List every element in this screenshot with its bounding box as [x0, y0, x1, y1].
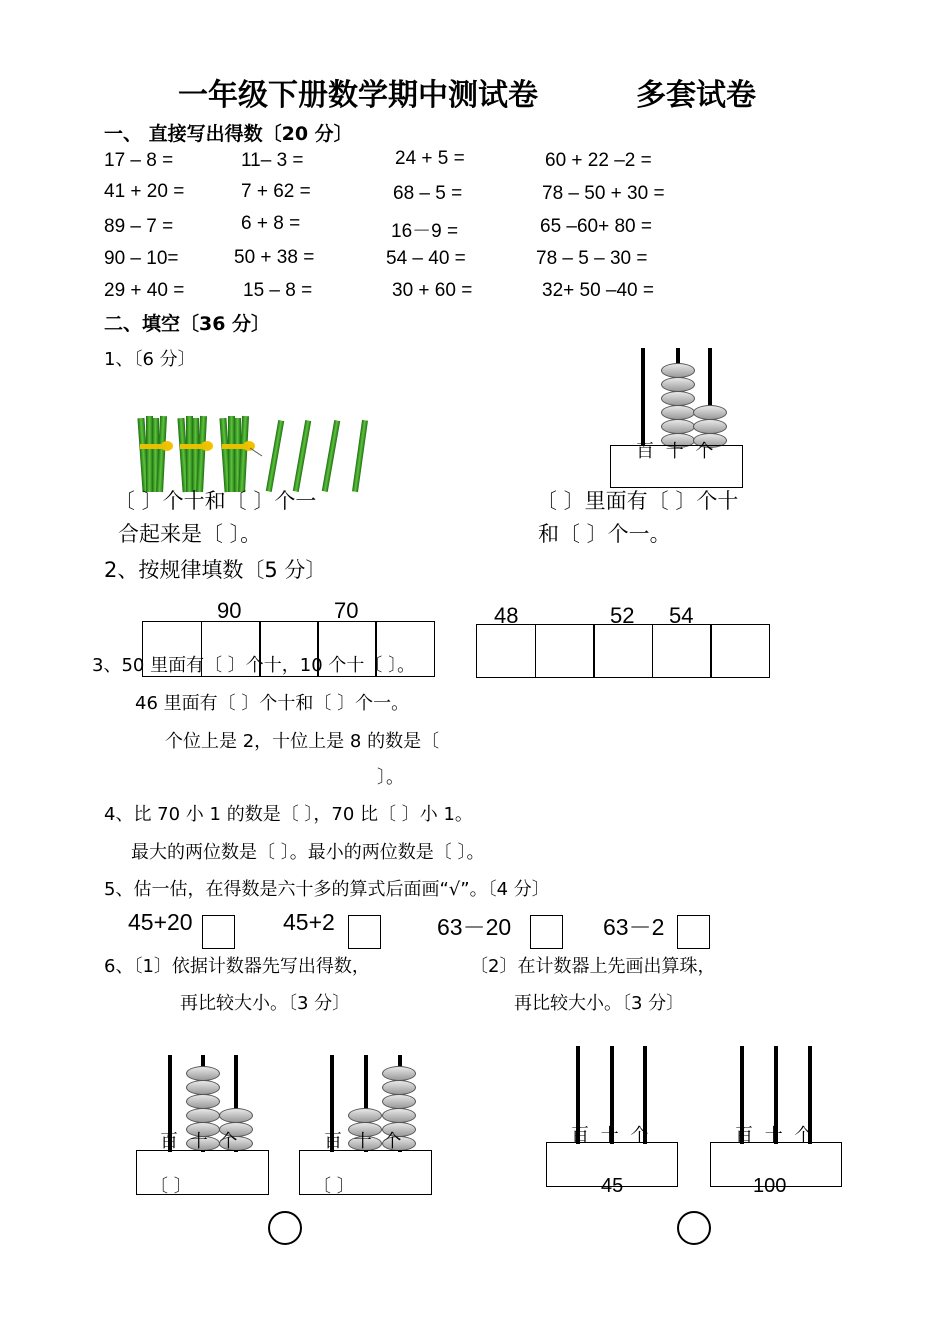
calc-item: 78 – 50 + 30 = — [542, 183, 665, 204]
calc-item: 30 + 60 = — [392, 280, 473, 301]
abacus-place-labels: 百 十 个 — [735, 1125, 816, 1146]
check-box[interactable] — [348, 915, 381, 949]
abacus-bead — [186, 1094, 220, 1109]
abacus-bead — [661, 377, 695, 392]
sequence-cell[interactable] — [476, 624, 536, 678]
sequence-value: 90 — [217, 598, 242, 623]
sequence-cell[interactable] — [593, 624, 653, 678]
sticks-illustration — [134, 410, 374, 496]
single-stick — [266, 420, 284, 492]
calc-item: 16－9 = — [391, 221, 459, 242]
sequence-cell[interactable] — [710, 624, 770, 678]
abacus-target-value: 45 — [601, 1175, 624, 1197]
answer-paren[interactable]: 〔 〕 — [150, 1176, 192, 1197]
abacus-place-labels: 百 十 个 — [571, 1125, 652, 1146]
check-box[interactable] — [677, 915, 710, 949]
calc-item: 32+ 50 –40 = — [542, 280, 654, 301]
abacus-bead — [348, 1108, 382, 1123]
abacus-bead — [661, 363, 695, 378]
q3-line3: 个位上是 2，十位上是 8 的数是〔 — [165, 731, 440, 752]
single-stick — [293, 420, 311, 492]
calc-item: 11– 3 = — [241, 150, 304, 171]
abacus-bead — [661, 391, 695, 406]
calc-item: 15 – 8 = — [243, 280, 313, 301]
abacus-place-labels: 百 十 个 — [324, 1131, 405, 1152]
q1-right-line1: 〔 〕里面有〔 〕个十 — [536, 489, 739, 513]
q6-part1-line2: 再比较大小。〔3 分〕 — [180, 993, 351, 1014]
calc-item: 78 – 5 – 30 = — [536, 248, 648, 269]
compare-circle[interactable] — [268, 1211, 302, 1245]
sequence-cell[interactable] — [652, 624, 712, 678]
check-box[interactable] — [530, 915, 563, 949]
q3-line1: 3、50 里面有〔 〕个十，10 个十〔 〕。 — [92, 655, 416, 676]
q3-line4: 〕。 — [377, 767, 404, 788]
stick-bundle — [219, 416, 262, 492]
stick-bundle — [137, 416, 173, 492]
q1-label: 1、〔6 分〕 — [104, 349, 196, 370]
abacus-bead — [382, 1066, 416, 1081]
abacus-place-labels: 百 十 个 — [636, 441, 717, 462]
q6-part2-line2: 再比较大小。〔3 分〕 — [514, 993, 685, 1014]
abacus-bead — [661, 405, 695, 420]
abacus-bead — [186, 1080, 220, 1095]
q1-left-line1: 〔 〕个十和〔 〕个一 — [114, 489, 317, 513]
q4-line2: 最大的两位数是〔 〕。最小的两位数是〔 〕。 — [131, 842, 485, 863]
calc-item: 50 + 38 = — [234, 247, 315, 268]
single-stick — [322, 420, 340, 492]
abacus-bead — [382, 1108, 416, 1123]
sequence-value: 54 — [669, 603, 694, 628]
abacus-bead — [661, 419, 695, 434]
abacus-bead — [219, 1108, 253, 1123]
sequence-value: 52 — [610, 603, 635, 628]
calc-item: 41 + 20 = — [104, 181, 185, 202]
estimate-expression: 45+2 — [283, 909, 335, 935]
calc-item: 7 + 62 = — [241, 181, 311, 202]
calc-item: 29 + 40 = — [104, 280, 185, 301]
q6-part2-line1: 〔2〕在计数器上先画出算珠， — [470, 956, 716, 977]
abacus-bead — [693, 405, 727, 420]
q2-label: 2、按规律填数〔5 分〕 — [104, 558, 327, 582]
abacus-bead — [382, 1094, 416, 1109]
page-title: 一年级下册数学期中测试卷 — [178, 78, 538, 113]
section2-heading: 二、填空〔36 分〕 — [104, 313, 271, 335]
estimate-expression: 45+20 — [128, 909, 193, 935]
answer-paren[interactable]: 〔 〕 — [313, 1176, 355, 1197]
single-stick — [352, 420, 368, 492]
sequence-value: 70 — [334, 598, 359, 623]
section1-heading: 一、 直接写出得数〔20 分〕 — [104, 123, 353, 145]
calc-item: 89 – 7 = — [104, 216, 174, 237]
calc-item: 90 – 10= — [104, 248, 179, 269]
check-box[interactable] — [202, 915, 235, 949]
abacus-bead — [693, 419, 727, 434]
q3-line2: 46 里面有〔 〕个十和〔 〕个一。 — [135, 693, 410, 714]
q4-line1: 4、比 70 小 1 的数是〔 〕，70 比〔 〕小 1。 — [104, 804, 473, 825]
estimate-expression: 63－20 — [437, 914, 512, 940]
calc-item: 17 – 8 = — [104, 150, 174, 171]
estimate-expression: 63－2 — [603, 914, 665, 940]
abacus-target-value: 100 — [753, 1175, 787, 1197]
q5-line: 5、估一估，在得数是六十多的算式后面画“√”。〔4 分〕 — [104, 879, 550, 900]
stick-bundle — [177, 416, 213, 492]
calc-item: 65 –60+ 80 = — [540, 216, 652, 237]
calc-item: 54 – 40 = — [386, 248, 466, 269]
q6-part1-line1: 6、〔1〕依据计数器先写出得数， — [104, 956, 370, 977]
abacus-bead — [382, 1080, 416, 1095]
sequence-cell[interactable] — [535, 624, 595, 678]
calc-item: 68 – 5 = — [393, 183, 463, 204]
q1-right-line2: 和〔 〕个一。 — [538, 522, 671, 546]
compare-circle[interactable] — [677, 1211, 711, 1245]
abacus-place-labels: 百 十 个 — [160, 1131, 241, 1152]
abacus-rod — [641, 348, 645, 446]
calc-item: 6 + 8 = — [241, 213, 301, 234]
sequence-value: 48 — [494, 603, 519, 628]
abacus-bead — [186, 1108, 220, 1123]
calc-item: 24 + 5 = — [395, 148, 465, 169]
abacus-bead — [186, 1066, 220, 1081]
q1-left-line2: 合起来是〔 〕。 — [118, 522, 262, 546]
page-title-suffix: 多套试卷 — [636, 78, 756, 113]
calc-item: 60 + 22 –2 = — [545, 150, 652, 171]
